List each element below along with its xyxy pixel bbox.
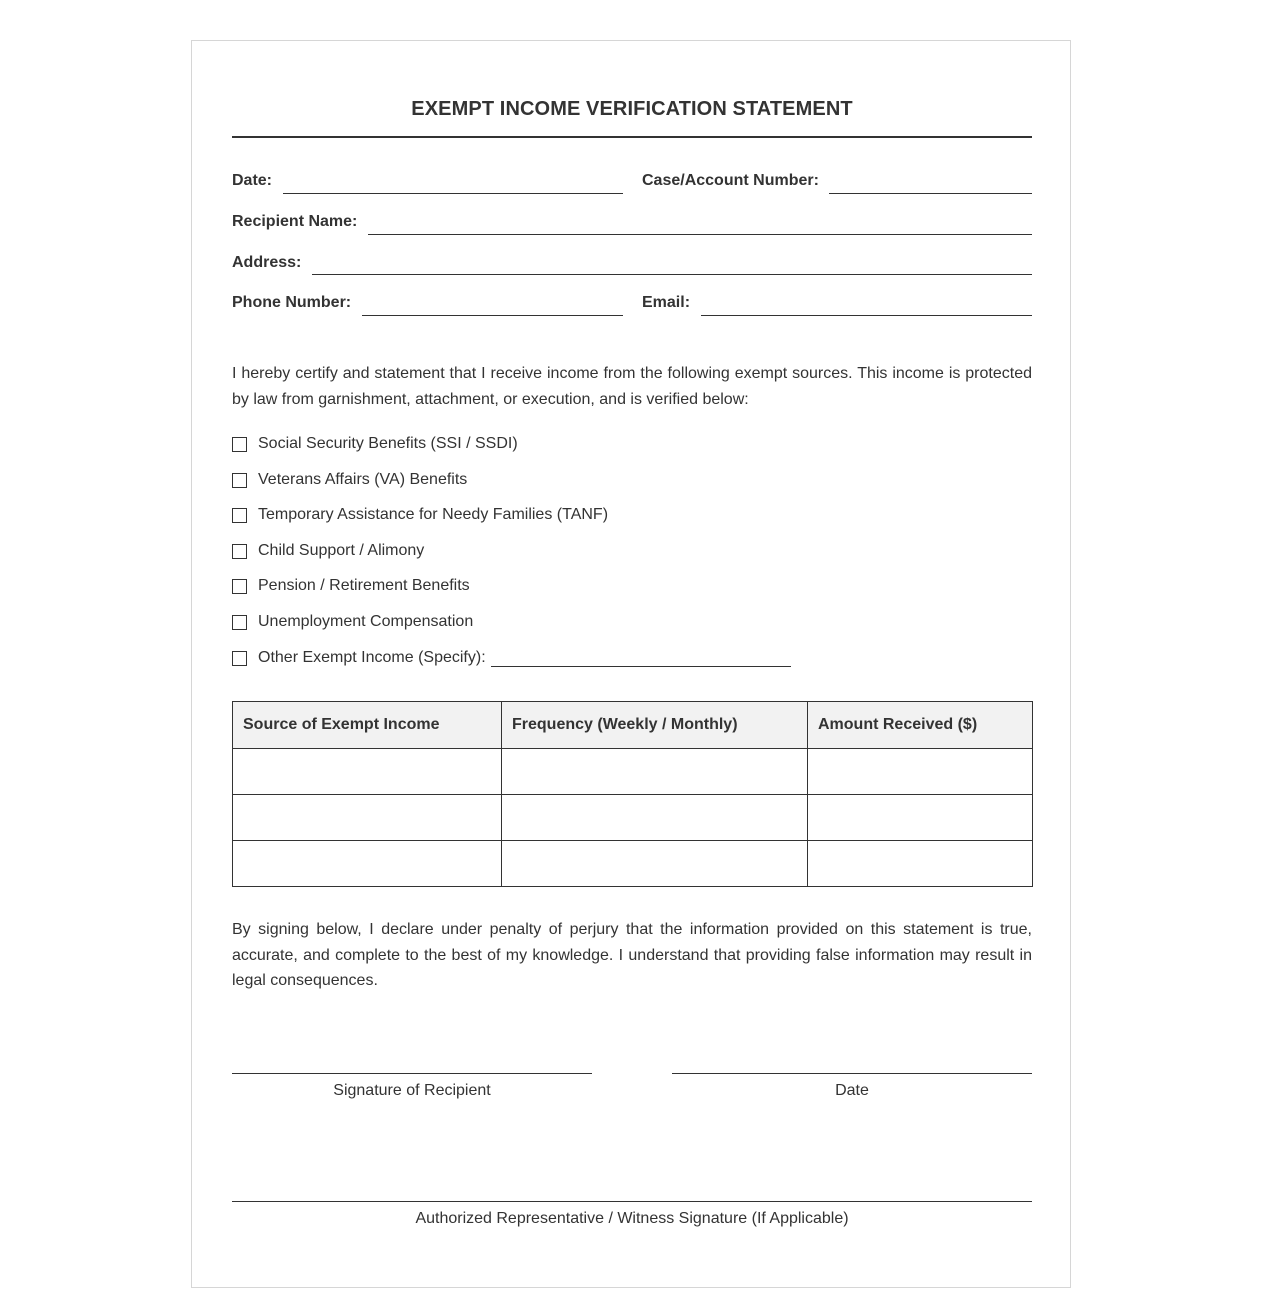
income-source-label: Pension / Retirement Benefits	[258, 577, 470, 594]
witness-signature-line[interactable]	[232, 1201, 1032, 1202]
other-income-field[interactable]	[491, 666, 791, 667]
address-label: Address:	[232, 254, 302, 271]
date-label: Date:	[232, 172, 273, 189]
income-source-item[interactable]	[232, 648, 791, 668]
table-cell[interactable]	[502, 841, 808, 887]
declaration-text: By signing below, I declare under penalty of perjury that the information provided on this statement is true, accurate, and complete to the best of my knowledge. I understand that providing false information may result in legal consequences.	[232, 921, 1032, 989]
income-source-label: Other Exempt Income (Specify):	[258, 649, 486, 666]
signature-date-label: Date	[835, 1082, 869, 1099]
checkbox[interactable]	[232, 544, 247, 559]
table-cell[interactable]	[233, 795, 502, 841]
checkbox[interactable]	[232, 651, 247, 666]
table-row	[233, 749, 1033, 795]
checkbox[interactable]	[232, 437, 247, 452]
date-field[interactable]	[283, 193, 623, 194]
income-source-item[interactable]	[232, 612, 473, 632]
table-cell[interactable]	[233, 841, 502, 887]
recipient-name-field[interactable]	[368, 234, 1032, 235]
case-number-field[interactable]	[829, 193, 1032, 194]
table-cell[interactable]	[808, 749, 1033, 795]
column-header-source: Source of Exempt Income	[233, 702, 502, 749]
income-source-item[interactable]	[232, 505, 608, 525]
column-header-amount: Amount Received ($)	[808, 702, 1033, 749]
checkbox[interactable]	[232, 473, 247, 488]
income-source-item[interactable]	[232, 434, 518, 454]
income-source-item[interactable]	[232, 470, 467, 490]
income-source-item[interactable]	[232, 541, 424, 561]
title-divider	[232, 136, 1032, 138]
table-row	[233, 795, 1033, 841]
witness-signature-label: Authorized Representative / Witness Signature (If Applicable)	[415, 1210, 849, 1227]
case-number-label: Case/Account Number:	[642, 172, 819, 189]
table-cell[interactable]	[233, 749, 502, 795]
table-cell[interactable]	[808, 795, 1033, 841]
email-field[interactable]	[701, 315, 1032, 316]
phone-field[interactable]	[362, 315, 623, 316]
checkbox[interactable]	[232, 615, 247, 630]
form-title: EXEMPT INCOME VERIFICATION STATEMENT	[411, 98, 853, 120]
recipient-signature-line[interactable]	[232, 1073, 592, 1074]
column-header-frequency: Frequency (Weekly / Monthly)	[502, 702, 808, 749]
email-label: Email:	[642, 294, 691, 311]
income-source-label: Unemployment Compensation	[258, 613, 474, 630]
table-header-row	[233, 702, 1033, 749]
income-source-label: Social Security Benefits (SSI / SSDI)	[258, 435, 518, 452]
table-cell[interactable]	[502, 749, 808, 795]
income-table	[232, 701, 1033, 887]
certification-text: I hereby certify and statement that I receive income from the following exempt sources. This income is protected by law from garnishment, attachment, or execution, and is verified below:	[232, 365, 1032, 408]
phone-label: Phone Number:	[232, 294, 352, 311]
income-source-label: Veterans Affairs (VA) Benefits	[258, 471, 468, 488]
form-page	[191, 40, 1071, 1288]
table-row	[233, 841, 1033, 887]
table-cell[interactable]	[502, 795, 808, 841]
checkbox[interactable]	[232, 579, 247, 594]
recipient-name-label: Recipient Name:	[232, 213, 358, 230]
address-field[interactable]	[312, 274, 1032, 275]
recipient-signature-label: Signature of Recipient	[333, 1082, 491, 1099]
table-cell[interactable]	[808, 841, 1033, 887]
signature-date-line[interactable]	[672, 1073, 1032, 1074]
income-source-item[interactable]	[232, 576, 470, 596]
income-source-label: Child Support / Alimony	[258, 542, 425, 559]
checkbox[interactable]	[232, 508, 247, 523]
income-source-label: Temporary Assistance for Needy Families (TANF)	[258, 506, 609, 523]
